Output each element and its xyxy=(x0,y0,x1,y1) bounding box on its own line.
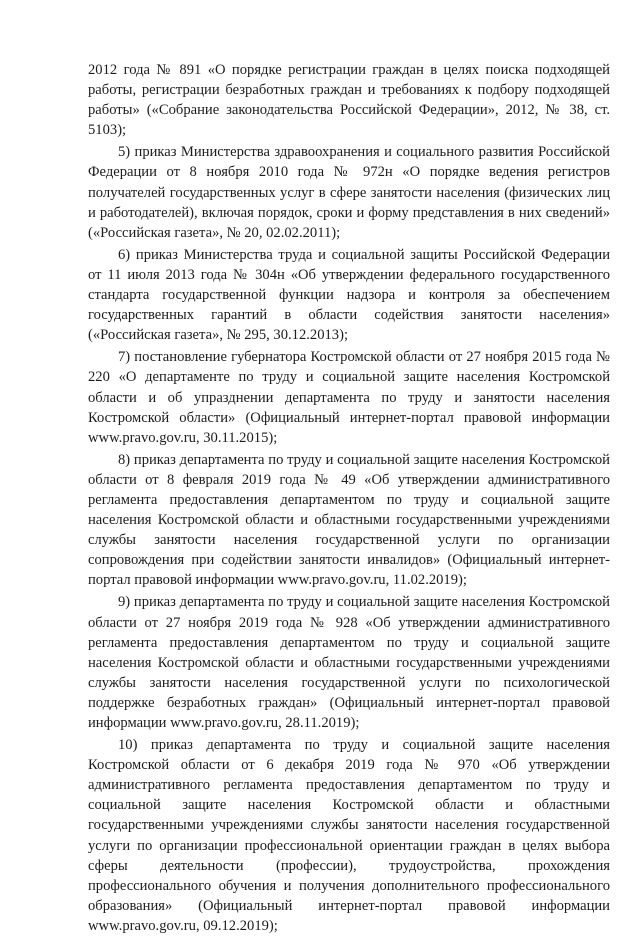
paragraph-item-8: 8) приказ департамента по труду и социальной защите населения Костромской области от 8 февраля 2019 года № 49 «Об утверждении административного регламента предоставления департаментом по труду и социальной защите населения Костромской области и областными государственными учреждениями службы занятости населения государственной услуги по организации сопровождения при содействии занятости инвалидов» (Официальный интернет-портал правовой информации www.pravo.gov.ru, 11.02.2019); xyxy=(88,451,610,589)
paragraph-item-5: 5) приказ Министерства здравоохранения и социального развития Российской Федерации от 8 ноября 2010 года № 972н «О порядке ведения регистров получателей государственных услуг в сфере занятости населения (физических лиц и работодателей), включая порядок, сроки и форму представления в них сведений» («Российская газета», № 20, 02.02.2011); xyxy=(88,144,610,241)
paragraph-item-6: 6) приказ Министерства труда и социальной защиты Российской Федерации от 11 июля 2013 года № 304н «Об утверждении федерального государственного стандарта государственной функции надзора и контроля за обеспечением государственных гарантий в области содействия занятости населения» («Российская газета», № 295, 30.12.2013); xyxy=(88,246,610,344)
paragraph-item-9: 9) приказ департамента по труду и социальной защите населения Костромской области от 27 ноября 2019 года № 928 «Об утверждении административного регламента предоставления департаментом по труду и социальной защите населения Костромской области и областными государственными учреждениями службы занятости населения государственной услуги по психологической поддержке безработных граждан» (Официальный интернет-портал правовой информации www.pravo.gov.ru, 28.11.2019); xyxy=(88,594,610,731)
paragraph-item-10: 10) приказ департамента по труду и социальной защите населения Костромской области от 6 декабря 2019 года № 970 «Об утверждении административного регламента предоставления департаментом по труду и социальной защите населения Костромской области и областными государственными учреждениями службы занятости населения государственной услуги по организации профессиональной ориентации граждан в целях выбора сферы деятельности (профессии), трудоустройства, прохождения профессионального обучения и получения дополнительного профессионального образования» (Официальный интернет-портал правовой информации www.pravo.gov.ru, 09.12.2019); xyxy=(88,737,610,934)
paragraph-item-7: 7) постановление губернатора Костромской области от 27 ноября 2015 года № 220 «О департаменте по труду и социальной защите населения Костромской области и об упразднении департамента по труду и занятости населения Костромской области» (Официальный интернет-портал правовой информации www.pravo.gov.ru, 30.11.2015); xyxy=(88,349,610,446)
paragraph-continuation: 2012 года № 891 «О порядке регистрации граждан в целях поиска подходящей работы, регистрации безработных граждан и требованиях к подбору подходящей работы» («Собрание законодательства Российской Федерации», 2012, № 38, ст. 5103); xyxy=(88,62,610,139)
